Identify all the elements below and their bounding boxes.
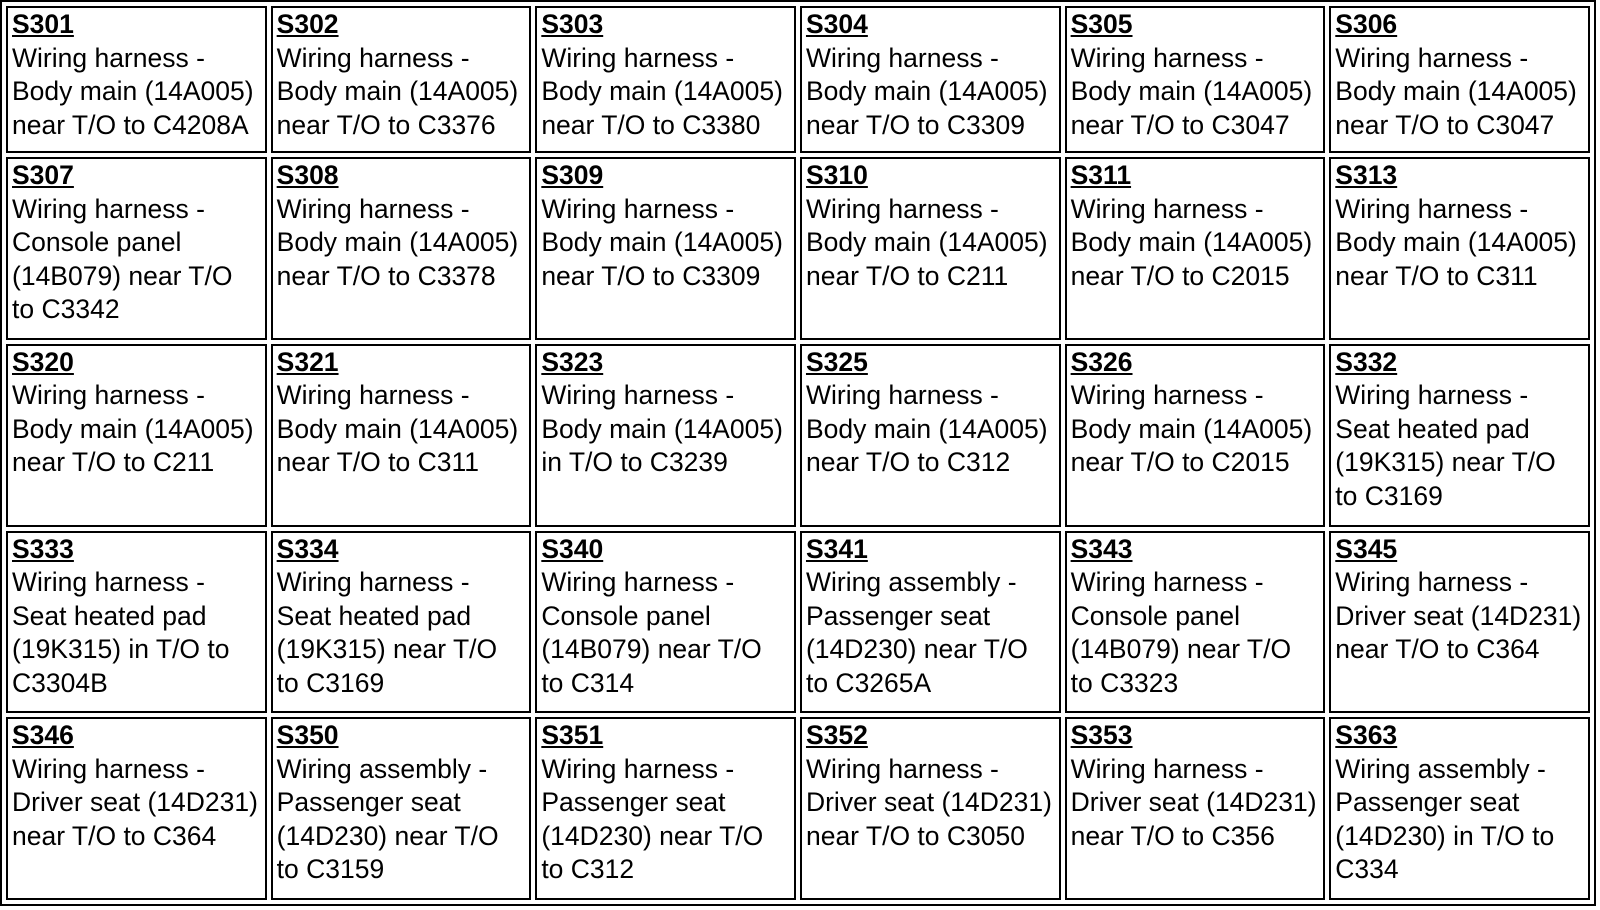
splice-id-link[interactable]: S313 bbox=[1335, 160, 1398, 191]
splice-description: Wiring harness - Driver seat (14D231) near T/O to C364 bbox=[1335, 567, 1582, 664]
splice-id-link[interactable]: S333 bbox=[12, 533, 74, 564]
splice-id-link[interactable]: S334 bbox=[276, 533, 339, 564]
table-cell bbox=[800, 531, 1061, 714]
table-cell bbox=[535, 157, 796, 340]
splice-id-link[interactable]: S352 bbox=[805, 720, 868, 751]
splice-description: Wiring harness - Body main (14A005) near T/O to C3380 bbox=[541, 42, 783, 140]
splice-id-link[interactable]: S302 bbox=[276, 9, 339, 39]
splice-description: Wiring harness - Console panel (14B079) near T/O to C314 bbox=[541, 567, 762, 698]
splice-id-link[interactable]: S320 bbox=[12, 346, 74, 377]
splice-id-link[interactable]: S325 bbox=[805, 346, 868, 377]
table-row bbox=[6, 717, 1590, 900]
table-cell bbox=[800, 344, 1061, 527]
splice-id-link[interactable]: S303 bbox=[541, 9, 604, 39]
table-row bbox=[6, 531, 1590, 714]
splice-description: Wiring harness - Seat heated pad (19K315) near T/O to C3169 bbox=[276, 567, 498, 698]
splice-description: Wiring harness - Body main (14A005) near T/O to C211 bbox=[12, 380, 254, 478]
splice-description: Wiring harness - Body main (14A005) near T/O to C4208A bbox=[12, 42, 254, 140]
table-row bbox=[6, 344, 1590, 527]
splice-id-link[interactable]: S307 bbox=[12, 160, 74, 191]
table-cell bbox=[1065, 717, 1326, 900]
splice-id-link[interactable]: S311 bbox=[1070, 160, 1132, 191]
table-cell bbox=[800, 717, 1061, 900]
splice-id-link[interactable]: S306 bbox=[1335, 9, 1398, 39]
table-cell bbox=[6, 531, 267, 714]
table-cell bbox=[800, 6, 1061, 153]
table-cell bbox=[271, 717, 532, 900]
table-cell bbox=[1065, 6, 1326, 153]
table-cell bbox=[1329, 344, 1590, 527]
table-cell bbox=[6, 157, 267, 340]
splice-id-link[interactable]: S305 bbox=[1070, 9, 1133, 39]
splice-description: Wiring harness - Body main (14A005) near T/O to C3378 bbox=[276, 193, 519, 291]
table-cell bbox=[1065, 531, 1326, 714]
splice-id-link[interactable]: S345 bbox=[1335, 533, 1398, 564]
table-cell bbox=[1065, 157, 1326, 340]
table-cell bbox=[535, 531, 796, 714]
table-cell bbox=[271, 531, 532, 714]
splice-description: Wiring harness - Seat heated pad (19K315) in T/O to C3304B bbox=[12, 567, 230, 698]
splice-description: Wiring harness - Driver seat (14D231) near T/O to C356 bbox=[1070, 753, 1317, 851]
table-cell bbox=[271, 157, 532, 340]
splice-description: Wiring harness - Body main (14A005) near T/O to C3309 bbox=[541, 193, 783, 291]
splice-description: Wiring harness - Body main (14A005) near T/O to C2015 bbox=[1070, 380, 1313, 478]
splice-description: Wiring harness - Body main (14A005) near T/O to C3309 bbox=[805, 42, 1048, 140]
splice-id-link[interactable]: S309 bbox=[541, 160, 604, 191]
table-cell bbox=[1329, 531, 1590, 714]
splice-description: Wiring harness - Driver seat (14D231) near T/O to C364 bbox=[12, 753, 258, 851]
table-cell bbox=[6, 6, 267, 153]
splice-id-link[interactable]: S341 bbox=[805, 533, 868, 564]
splice-id-link[interactable]: S310 bbox=[805, 160, 868, 191]
table-cell bbox=[535, 6, 796, 153]
splice-id-link[interactable]: S340 bbox=[541, 533, 604, 564]
table-cell bbox=[271, 6, 532, 153]
splice-description: Wiring harness - Seat heated pad (19K315) near T/O to C3169 bbox=[1335, 380, 1556, 511]
splice-id-link[interactable]: S308 bbox=[276, 160, 339, 191]
splice-description: Wiring harness - Body main (14A005) near T/O to C311 bbox=[276, 380, 519, 478]
splice-description: Wiring harness - Console panel (14B079) near T/O to C3342 bbox=[12, 193, 233, 325]
splice-description: Wiring harness - Body main (14A005) near T/O to C3047 bbox=[1335, 42, 1577, 140]
table-row bbox=[6, 6, 1590, 153]
table-cell bbox=[271, 344, 532, 527]
splice-description: Wiring harness - Body main (14A005) near T/O to C211 bbox=[805, 193, 1048, 291]
splice-id-link[interactable]: S363 bbox=[1335, 720, 1398, 751]
splice-id-link[interactable]: S343 bbox=[1070, 533, 1133, 564]
splice-id-link[interactable]: S323 bbox=[541, 346, 604, 377]
table-row bbox=[6, 157, 1590, 340]
splice-description: Wiring harness - Console panel (14B079) near T/O to C3323 bbox=[1070, 567, 1292, 698]
splice-description: Wiring harness - Driver seat (14D231) near T/O to C3050 bbox=[805, 753, 1052, 851]
table-cell bbox=[6, 344, 267, 527]
splice-description: Wiring harness - Body main (14A005) near T/O to C312 bbox=[805, 380, 1048, 478]
splice-id-link[interactable]: S332 bbox=[1335, 346, 1398, 377]
table-cell bbox=[1065, 344, 1326, 527]
splice-id-link[interactable]: S304 bbox=[805, 9, 868, 39]
splice-description: Wiring harness - Body main (14A005) near T/O to C3376 bbox=[276, 42, 519, 140]
splice-description: Wiring harness - Body main (14A005) near T/O to C3047 bbox=[1070, 42, 1313, 140]
splice-id-link[interactable]: S326 bbox=[1070, 346, 1133, 377]
splice-description: Wiring assembly - Passenger seat (14D230) near T/O to C3265A bbox=[805, 567, 1028, 698]
table-cell bbox=[535, 717, 796, 900]
table-cell bbox=[535, 344, 796, 527]
splice-description: Wiring harness - Body main (14A005) near T/O to C311 bbox=[1335, 193, 1577, 291]
splice-description: Wiring harness - Body main (14A005) in T/O to C3239 bbox=[541, 380, 783, 478]
splice-id-link[interactable]: S353 bbox=[1070, 720, 1133, 751]
table-cell bbox=[6, 717, 267, 900]
table-cell bbox=[1329, 717, 1590, 900]
splice-id-link[interactable]: S301 bbox=[12, 9, 74, 39]
splice-id-link[interactable]: S351 bbox=[541, 720, 604, 751]
splice-description: Wiring harness - Passenger seat (14D230) near T/O to C312 bbox=[541, 753, 764, 885]
splice-description: Wiring assembly - Passenger seat (14D230) in T/O to C334 bbox=[1335, 753, 1555, 885]
splice-id-link[interactable]: S350 bbox=[276, 720, 339, 751]
table-cell bbox=[800, 157, 1061, 340]
table-cell bbox=[1329, 157, 1590, 340]
splice-id-link[interactable]: S321 bbox=[276, 346, 339, 377]
table-cell bbox=[1329, 6, 1590, 153]
splice-description: Wiring harness - Body main (14A005) near T/O to C2015 bbox=[1070, 193, 1313, 291]
splice-description: Wiring assembly - Passenger seat (14D230) near T/O to C3159 bbox=[276, 753, 499, 885]
splice-id-link[interactable]: S346 bbox=[12, 720, 74, 751]
